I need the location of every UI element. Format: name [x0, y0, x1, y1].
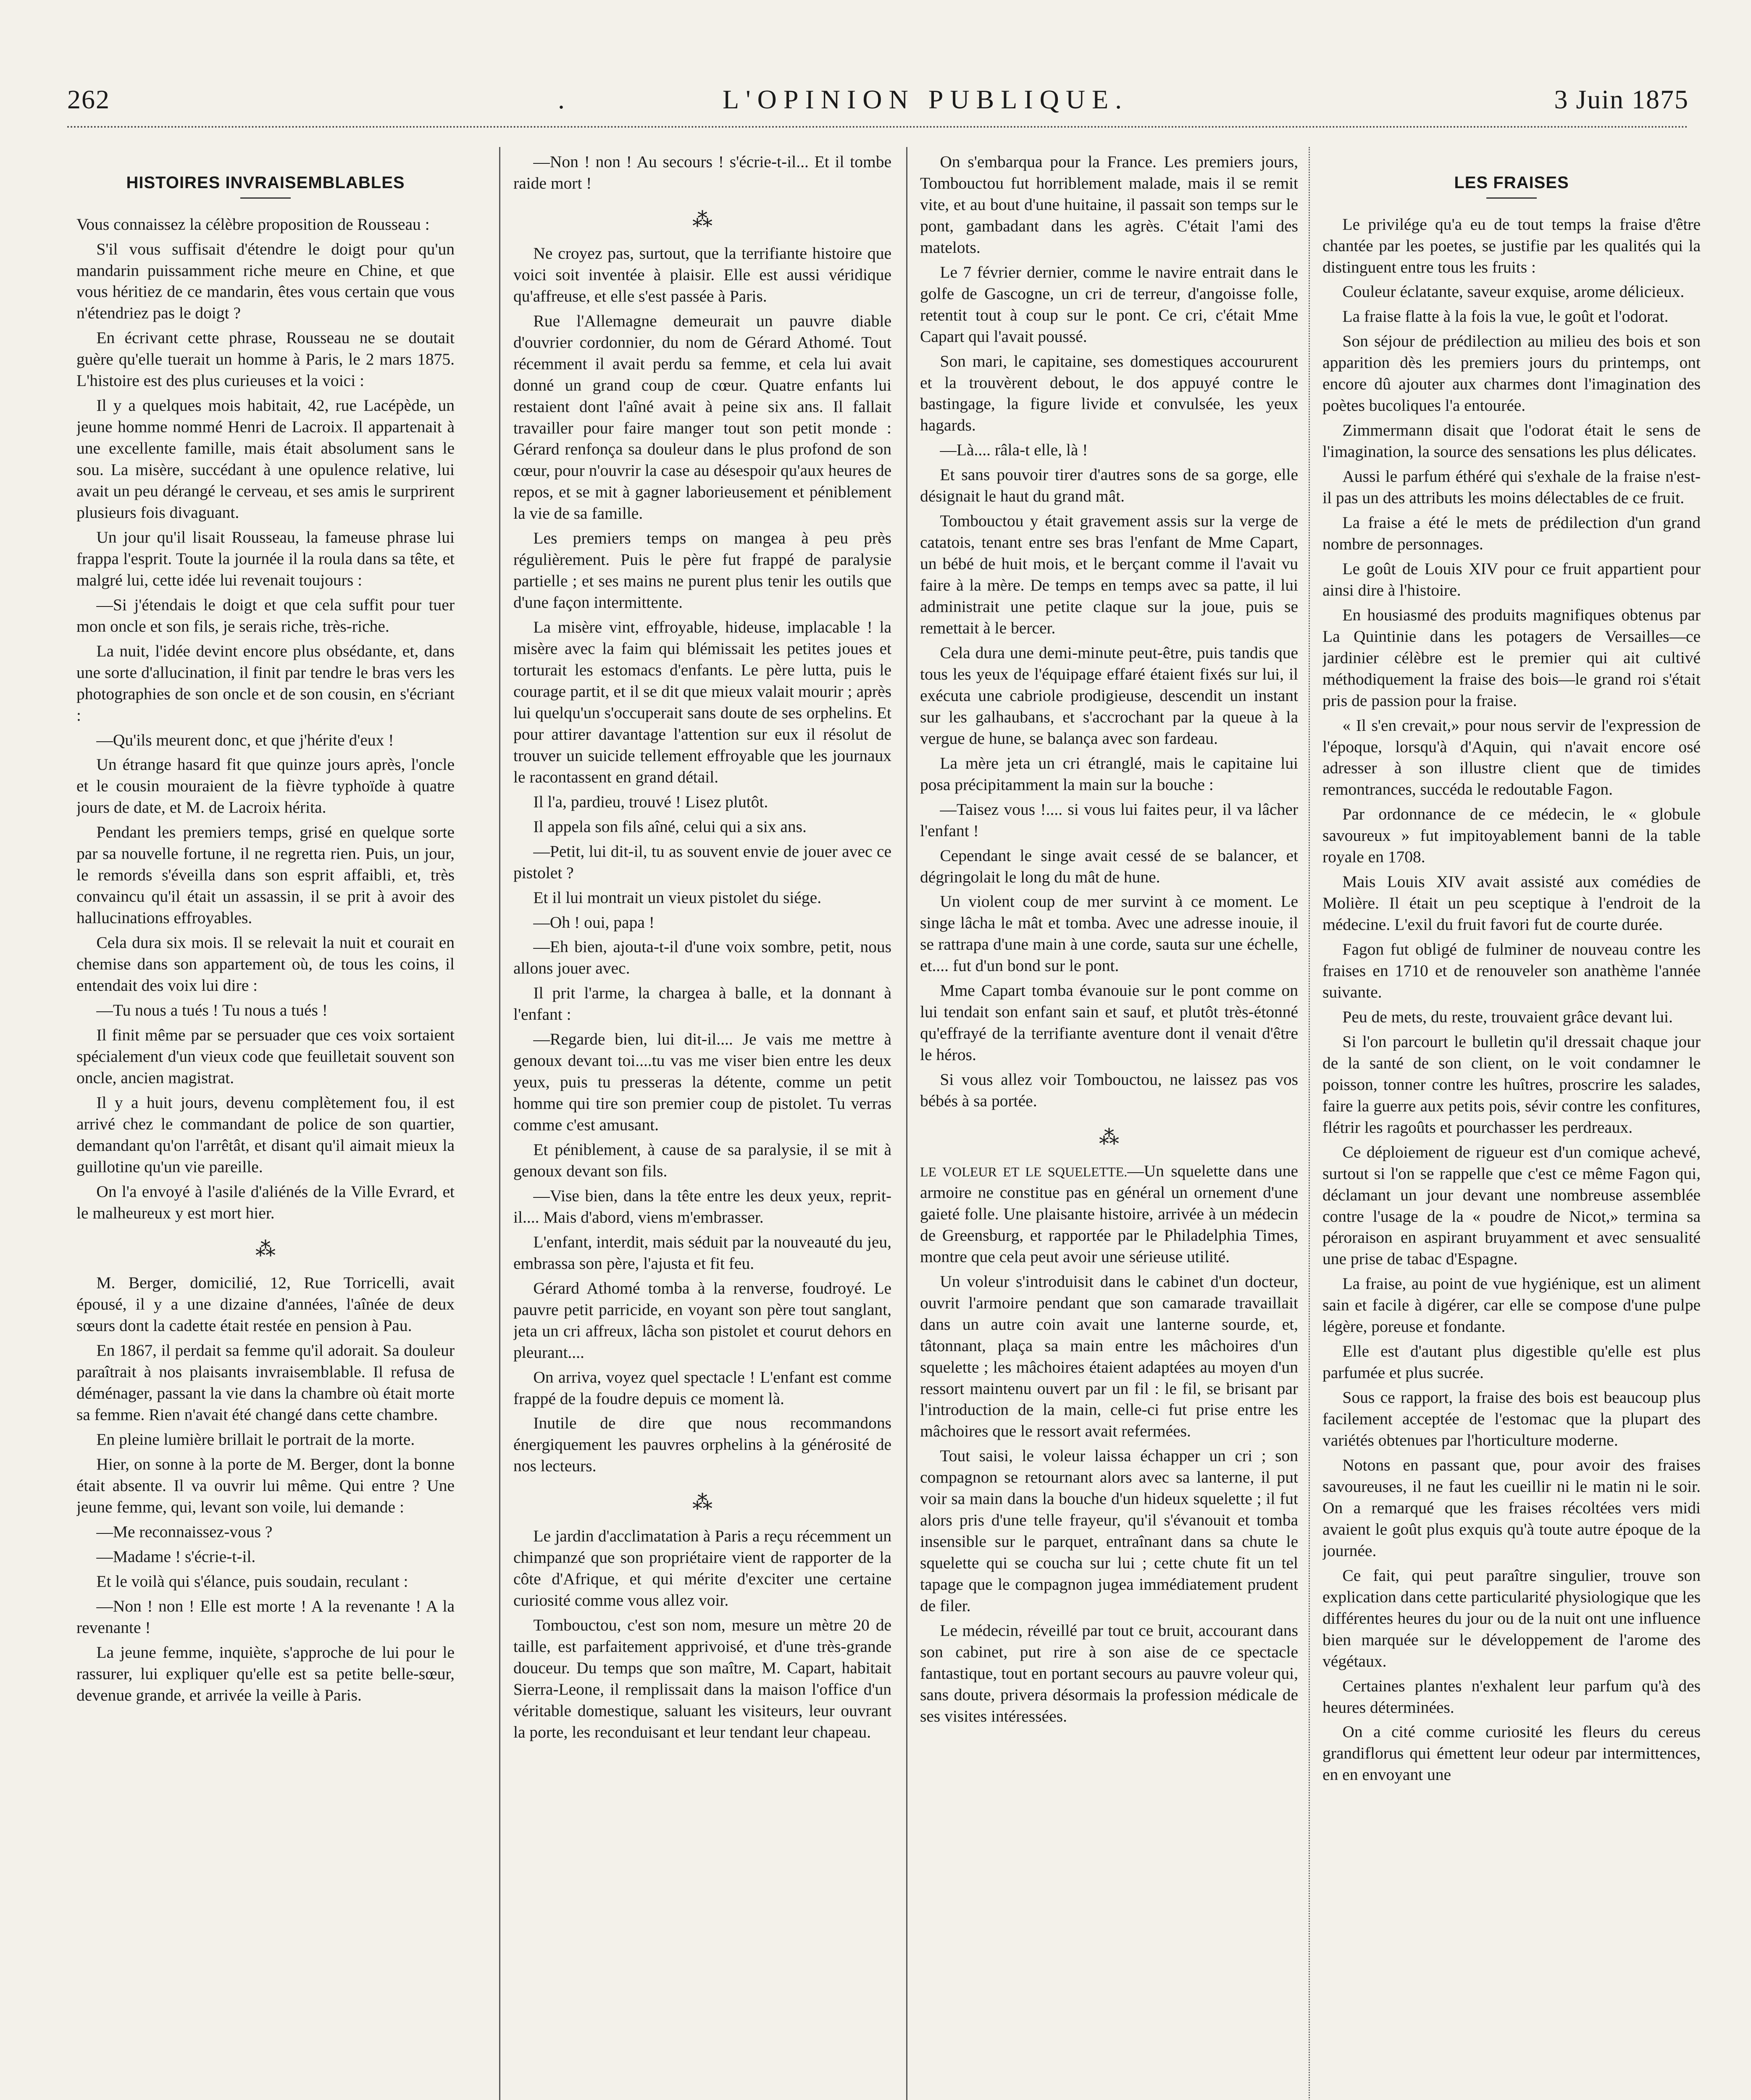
section-asterism: ⁂ [692, 208, 712, 231]
paragraph: Un voleur s'introduisit dans le cabinet d'un docteur, ouvrit l'armoire pendant que son camarade travaillait dans un autre coin avait une lanterne sourde, et, tâtonnant, plaça sa main entre les mâchoires d'un squelette ; les mâchoires étaient adaptées au moyen d'un ressort maintenu ouvert par un fil : le fil, se brisant par l'introduction de la main, celle-ci fut prise entre les mâchoires que le ressort avait refermées. [920, 1272, 1298, 1441]
page-number: 262 [67, 84, 110, 114]
paragraph: Tout saisi, le voleur laissa échapper un cri ; son compagnon se retournant alors avec sa lanterne, il put voir sa main dans la bouche d'un hideux squelette ; il fut alors pris d'une telle frayeur, qu'il s'évanouit et tomba insensible sur le parquet, entraînant dans sa chute le squelette qui se coucha sur lui ; cette chute fit un tel tapage que le compagnon jugea immédiatement prudent de filer. [920, 1446, 1298, 1615]
masthead-title: L'OPINION PUBLIQUE. [723, 84, 1129, 114]
paragraph: La nuit, l'idée devint encore plus obsédante, et, dans une sorte d'allucination, il finit par tendre le bras vers les photographies de son oncle et de son cousin, en s'écriant : [76, 641, 455, 724]
paragraph: Si vous allez voir Tombouctou, ne laissez pas vos bébés à sa portée. [920, 1070, 1298, 1110]
paragraph: Hier, on sonne à la porte de M. Berger, dont la bonne était absente. Il va ouvrir lui même. Qui entre ? Une jeune femme, qui, levant son voile, lui demande : [76, 1455, 455, 1517]
paragraph: Et péniblement, à cause de sa paralysie, il se mit à genoux devant son fils. [513, 1140, 891, 1180]
paragraph: Aussi le parfum éthéré qui s'exhale de la fraise n'est-il pas un des attributs les moins délectables de ce fruit. [1322, 467, 1701, 507]
section-title: LES FRAISES [1454, 173, 1569, 192]
column-divider [1309, 147, 1310, 2100]
paragraph: Son séjour de prédilection au milieu des bois et son apparition dès les premiers jours du printemps, ont encore dû ajouter aux charmes dont l'imagination des poètes bucoliques l'a entourée. [1322, 332, 1701, 415]
header-dot: . [558, 84, 565, 114]
paragraph: Cela dura six mois. Il se relevait la nuit et courait en chemise dans son appartement où, de tous les coins, il entendait des voix lui dire : [76, 933, 455, 995]
paragraph: M. Berger, domicilié, 12, Rue Torricelli, avait épousé, il y a une dizaine d'années, l'aînée de deux sœurs dont la cadette était restée en pension à Pau. [76, 1273, 455, 1335]
paragraph: Le médecin, réveillé par tout ce bruit, accourant dans son cabinet, put rire à son aise de ce spectacle fantastique, tout en portant secours au pauvre voleur qui, sans doute, privera désormais la profession médicale de ses visites intéressées. [920, 1621, 1298, 1725]
paragraph: Rue l'Allemagne demeurait un pauvre diable d'ouvrier cordonnier, du nom de Gérard Athomé. Tout récemment il avait perdu sa femme, et cela lui avait donné un grand coup de cœur. Quatre enfants lui restaient dont l'aîné avait à peine six ans. Il fallait travailler pour faire manger tout son petit monde : Gérard renfonça sa douleur dans le plus profond de son cœur, pour n'ouvrir la case au désespoir qu'aux heures de repos, et se mit à gagner laborieusement et péniblement la vie de sa famille. [513, 311, 891, 523]
section-asterism: ⁂ [1099, 1126, 1119, 1149]
header-rule [67, 126, 1689, 128]
column-3 [920, 151, 1298, 2100]
paragraph: L'enfant, interdit, mais séduit par la nouveauté du jeu, embrassa son père, l'ajusta et fit feu. [513, 1232, 891, 1273]
section-asterism: ⁂ [255, 1238, 276, 1261]
paragraph: La fraise flatte à la fois la vue, le goût et l'odorat. [1342, 307, 1669, 326]
paragraph: Fagon fut obligé de fulminer de nouveau contre les fraises en 1710 et de renouveler son anathème l'année suivante. [1322, 940, 1701, 1001]
paragraph: Cela dura une demi-minute peut-être, puis tandis que tous les yeux de l'équipage effaré étaient fixés sur lui, il exécuta une cabriole prodigieuse, descendit un instant sur les galhaubans, et s'accrochant par la queue à la vergue de hune, se balança avec son fardeau. [920, 643, 1298, 748]
paragraph: Le goût de Louis XIV pour ce fruit appartient pour ainsi dire à l'histoire. [1322, 559, 1701, 599]
paragraph: —Me reconnaissez-vous ? [96, 1522, 273, 1541]
column-1 [76, 151, 455, 2100]
paragraph: Gérard Athomé tomba à la renverse, foudroyé. Le pauvre petit parricide, en voyant son père tout sanglant, jeta un cri affreux, lâcha son pistolet et courut dehors en pleurant.... [513, 1278, 891, 1362]
paragraph: Et il lui montrait un vieux pistolet du siége. [533, 888, 822, 907]
paragraph: En 1867, il perdait sa femme qu'il adorait. Sa douleur paraîtrait à nos plaisants invraisemblable. Il refusa de déménager, passant la vie dans la chambre où était morte sa femme. Rien n'avait été changé dans cette chambre. [76, 1341, 455, 1424]
paragraph: En housiasmé des produits magnifiques obtenus par La Quintinie dans les potagers de Versailles—ce jardinier célèbre est le premier qui ait cultivé méthodiquement la fraise des bois—le grand roi s'était pris de passion pour la fraise. [1322, 605, 1701, 710]
paragraph: —Madame ! s'écrie-t-il. [96, 1547, 256, 1566]
paragraph: —Regarde bien, lui dit-il.... Je vais me mettre à genoux devant toi....tu vas me viser bien entre les deux yeux, puis tu presseras la détente, comme un petit homme qui tire son premier coup de pistolet. Tu verras comme c'est amusant. [513, 1030, 891, 1134]
column-4 [1322, 151, 1701, 2100]
paragraph: Un jour qu'il lisait Rousseau, la fameuse phrase lui frappa l'esprit. Toute la journée il la roula dans sa tête, et malgré lui, cette idée lui revenait toujours : [76, 528, 455, 589]
column-2 [513, 151, 891, 2100]
paragraph: —Qu'ils meurent donc, et que j'hérite d'eux ! [96, 730, 394, 749]
paragraph: —Là.... râla-t elle, là ! [940, 441, 1088, 459]
paragraph: En pleine lumière brillait le portrait de la morte. [96, 1430, 415, 1449]
paragraph: Le privilége qu'a eu de tout temps la fraise d'être chantée par les poetes, se justifie par les qualités qui la distinguent entre tous les fruits : [1322, 215, 1701, 276]
item-lead: LE VOLEUR ET LE SQUELETTE. [920, 1164, 1128, 1179]
paragraph: S'il vous suffisait d'étendre le doigt pour qu'un mandarin puissamment riche meure en Chine, et que vous héritiez de ce mandarin, êtes vous certain que vous n'étendriez pas le doigt ? [76, 239, 455, 323]
paragraph: « Il s'en crevait,» pour nous servir de l'expression de l'époque, lorsqu'à d'Aquin, qui n'avait encore osé adresser à son illustre client que de timides remontrances, succéda le redoutable Fagon. [1322, 716, 1701, 799]
paragraph: —Petit, lui dit-il, tu as souvent envie de jouer avec ce pistolet ? [513, 842, 891, 882]
paragraph: Il y a huit jours, devenu complètement fou, il est arrivé chez le commandant de police de son quartier, demandant qu'on l'arrêtât, et disant qu'il aimait mieux la guillotine qu'un vie pareille. [76, 1093, 455, 1176]
paragraph: On l'a envoyé à l'asile d'aliénés de la Ville Evrard, et le malheureux y est mort hier. [76, 1182, 455, 1222]
paragraph: Zimmermann disait que l'odorat était le sens de l'imagination, la source des sensations les plus délicates. [1322, 421, 1701, 461]
paragraph: Cependant le singe avait cessé de se balancer, et dégringolait le long du mât de hune. [920, 846, 1298, 886]
paragraph: Il appela son fils aîné, celui qui a six ans. [533, 817, 807, 836]
paragraph: Elle est d'autant plus digestible qu'elle est plus parfumée et plus sucrée. [1322, 1342, 1701, 1382]
section-title: HISTOIRES INVRAISEMBLABLES [126, 173, 405, 192]
paragraph: Notons en passant que, pour avoir des fraises savoureuses, il ne faut les cueillir ni le matin ni le soir. On a remarqué que les fraises récoltées vers midi avaient le goût plus exquis qu'à toute autre époque de la journée. [1322, 1456, 1701, 1560]
paragraph: On s'embarqua pour la France. Les premiers jours, Tombouctou fut horriblement malade, mais il se remit vite, et au bout d'une huitaine, il passait son temps sur le pont, gambadant dans les agrès. C'était l'ami des matelots. [920, 152, 1298, 257]
paragraph: Si l'on parcourt le bulletin qu'il dressait chaque jour de la santé de son client, on le voit condamner le poisson, tonner contre les huîtres, proscrire les salades, faire la guerre aux petits pois, sévir contre les confitures, flétrir les ragoûts et pourchasser les perdreaux. [1322, 1032, 1701, 1137]
paragraph: Ce fait, qui peut paraître singulier, trouve son explication dans cette particularité physiologique que les différentes heures du jour ou de la nuit ont une influence bien marquée sur le développement de l'arome des végétaux. [1322, 1566, 1701, 1670]
title-rule [1486, 197, 1537, 199]
paragraph: Pendant les premiers temps, grisé en quelque sorte par sa nouvelle fortune, il ne regretta rien. Puis, un jour, le remords s'éveilla dans son esprit affaibli, et, très convaincu qu'il était un assassin, il se prit à avoir des hallucinations effroyables. [76, 823, 455, 927]
title-rule [240, 197, 291, 199]
paragraph: Ne croyez pas, surtout, que la terrifiante histoire que voici soit inventée à plaisir. Elle est aussi véridique qu'affreuse, et elle s'est passée à Paris. [513, 244, 891, 305]
paragraph: Le jardin d'acclimatation à Paris a reçu récemment un chimpanzé que son propriétaire vient de rapporter de la côte d'Afrique, et qui mérite d'exciter une certaine curiosité comme vous allez voir. [513, 1527, 891, 1610]
page-header [67, 84, 1689, 130]
paragraph: Son mari, le capitaine, ses domestiques accoururent et la trouvèrent debout, le dos appuyé contre le bastingage, la figure livide et convulsée, les yeux hagards. [920, 352, 1298, 435]
paragraph: Il finit même par se persuader que ces voix sortaient spécialement d'un vieux code que feuilletait souvent son oncle, ancien magistrat. [76, 1025, 455, 1087]
issue-date: 3 Juin 1875 [1554, 84, 1689, 114]
paragraph: La mère jeta un cri étranglé, mais le capitaine lui posa précipitamment la main sur la bouche : [920, 753, 1298, 794]
paragraph: —Vise bien, dans la tête entre les deux yeux, reprit-il.... Mais d'abord, viens m'embrasser. [513, 1186, 891, 1226]
paragraph: Et le voilà qui s'élance, puis soudain, reculant : [96, 1572, 408, 1591]
paragraph: Inutile de dire que nous recommandons énergiquement les pauvres orphelins à la générosité de nos lecteurs. [513, 1414, 891, 1475]
paragraph: —Tu nous a tués ! Tu nous a tués ! [96, 1000, 328, 1019]
paragraph: —Eh bien, ajouta-t-il d'une voix sombre, petit, nous allons jouer avec. [513, 937, 891, 978]
column-divider [499, 147, 500, 2100]
paragraph: Peu de mets, du reste, trouvaient grâce devant lui. [1342, 1007, 1673, 1026]
paragraph: —Non ! non ! Au secours ! s'écrie-t-il... Et il tombe raide mort ! [513, 152, 891, 192]
paragraph: Sous ce rapport, la fraise des bois est beaucoup plus facilement acceptée de l'estomac que la plupart des variétés obtenues par l'horticulture moderne. [1322, 1388, 1701, 1450]
paragraph: La fraise a été le mets de prédilection d'un grand nombre de personnages. [1322, 513, 1701, 553]
paragraph: Mme Capart tomba évanouie sur le pont comme on lui tendait son enfant sain et sauf, et plutôt très-étonné qu'effrayé de la terrifiante aventure dont il venait d'être le héros. [920, 981, 1298, 1064]
paragraph: —Oh ! oui, papa ! [533, 913, 655, 932]
paragraph: —Taisez vous !.... si vous lui faites peur, il va lâcher l'enfant ! [920, 800, 1298, 840]
paragraph: On arriva, voyez quel spectacle ! L'enfant est comme frappé de la foudre depuis ce moment là. [513, 1368, 891, 1408]
paragraph: Couleur éclatante, saveur exquise, arome délicieux. [1342, 282, 1685, 301]
paragraph: Le 7 février dernier, comme le navire entrait dans le golfe de Gascogne, un cri de terreur, d'angoisse folle, retentit tout à coup sur le pont. Ce cri, c'était Mme Capart qui l'avait poussé. [920, 262, 1298, 346]
paragraph: La misère vint, effroyable, hideuse, implacable ! la misère avec la faim qui blémissait les petites joues et torturait les estomacs d'enfants. Le père lutta, puis le courage partit, et il se dit que mieux valait mourir ; après lui quelqu'un s'occuperait sans doute de ses orphelins. Et pour attirer davantage l'attention sur eux il résolut de trouver un suicide tellement effroyable que les journaux le racontassent en grand détail. [513, 618, 891, 786]
paragraph [920, 1160, 1298, 1268]
paragraph: —Si j'étendais le doigt et que cela suffit pour tuer mon oncle et son fils, je serais riche, très-riche. [76, 595, 455, 635]
paragraph: La fraise, au point de vue hygiénique, est un aliment sain et facile à digérer, car elle se compose d'une pulpe légère, poreuse et fondante. [1322, 1274, 1701, 1336]
paragraph: Il y a quelques mois habitait, 42, rue Lacépède, un jeune homme nommé Henri de Lacroix. Il appartenait à une excellente famille, mais était absolument sans le sou. La misère, succédant à une opulence relative, lui avait un peu dérangé le cerveau, et ses amis le surprirent plusieurs fois divaguant. [76, 396, 455, 522]
item-text: —Un squelette dans une armoire ne constitue pas en général un ornement d'une gaieté folle. Une plaisante histoire, arrivée à un médecin de Greensburg, et rapportée par le Philadelphia Times, montre que cela peut avoir une sérieuse utilité. [920, 1161, 1298, 1266]
paragraph: Il l'a, pardieu, trouvé ! Lisez plutôt. [533, 792, 768, 811]
paragraph: La jeune femme, inquiète, s'approche de lui pour le rassurer, lui expliquer qu'elle est sa petite belle-sœur, devenue grande, et arrivée la veille à Paris. [76, 1643, 455, 1704]
paragraph: En écrivant cette phrase, Rousseau ne se doutait guère qu'elle tuerait un homme à Paris, le 2 mars 1875. L'histoire est des plus curieuses et la voici : [76, 328, 455, 390]
paragraph: Certaines plantes n'exhalent leur parfum qu'à des heures déterminées. [1322, 1676, 1701, 1717]
paragraph: Vous connaissez la célèbre proposition de Rousseau : [76, 215, 430, 234]
paragraph: Il prit l'arme, la chargea à balle, et la donnant à l'enfant : [513, 984, 891, 1024]
paragraph: Tombouctou, c'est son nom, mesure un mètre 20 de taille, est parfaitement apprivoisé, et d'une très-grande douceur. Du temps que son maître, M. Capart, habitait Sierra-Leone, il remplissait dans la maison l'office d'un véritable domestique, saluant les visiteurs, leur ouvrant la porte, les reconduisant et leur tendant leur chapeau. [513, 1616, 891, 1741]
paragraph: On a cité comme curiosité les fleurs du cereus grandiflorus qui émettent leur odeur par intermittences, en en envoyant une [1322, 1722, 1701, 1784]
column-divider [906, 147, 907, 2100]
paragraph: Mais Louis XIV avait assisté aux comédies de Molière. Il était un peu sceptique à l'endroit de la médecine. L'exil du fruit favori fut de courte durée. [1322, 872, 1701, 934]
paragraph: Ce déploiement de rigueur est d'un comique achevé, surtout si l'on se rappelle que c'est ce même Fagon qui, déclamant un jour devant une nombreuse assemblée contre l'usage de la « poudre de Nicot,» termina sa péroraison en aspirant bruyamment et avec sensualité une prise de tabac d'Espagne. [1322, 1142, 1701, 1268]
section-asterism: ⁂ [692, 1491, 712, 1514]
paragraph: Un violent coup de mer survint à ce moment. Le singe lâcha le mât et tomba. Avec une adresse inouie, il se rattrapa d'une main à une corde, sauta sur une échelle, et.... fut d'un bond sur le pont. [920, 892, 1298, 975]
paragraph: —Non ! non ! Elle est morte ! A la revenante ! A la revenante ! [76, 1596, 455, 1637]
paragraph: Tombouctou y était gravement assis sur la verge de catatois, tenant entre ses bras l'enfant de Mme Capart, un bébé de huit mois, et le berçant comme il l'avait vu faire à la mère. De temps en temps avec sa patte, il lui administrait une petite claque sur la joue, puis se remettait à le bercer. [920, 512, 1298, 638]
paragraph: Par ordonnance de ce médecin, le « globule savoureux » fut impitoyablement banni de la table royale en 1708. [1322, 805, 1701, 866]
paragraph: Et sans pouvoir tirer d'autres sons de sa gorge, elle désignait le haut du grand mât. [920, 465, 1298, 506]
paragraph: Un étrange hasard fit que quinze jours après, l'oncle et le cousin mouraient de la fièvre typhoïde à quatre jours de date, et M. de Lacroix hérita. [76, 755, 455, 817]
paragraph: Les premiers temps on mangea à peu près régulièrement. Puis le père fut frappé de paralysie partielle ; et ses mains ne purent plus tenir les outils que d'une façon intermittente. [513, 529, 891, 612]
